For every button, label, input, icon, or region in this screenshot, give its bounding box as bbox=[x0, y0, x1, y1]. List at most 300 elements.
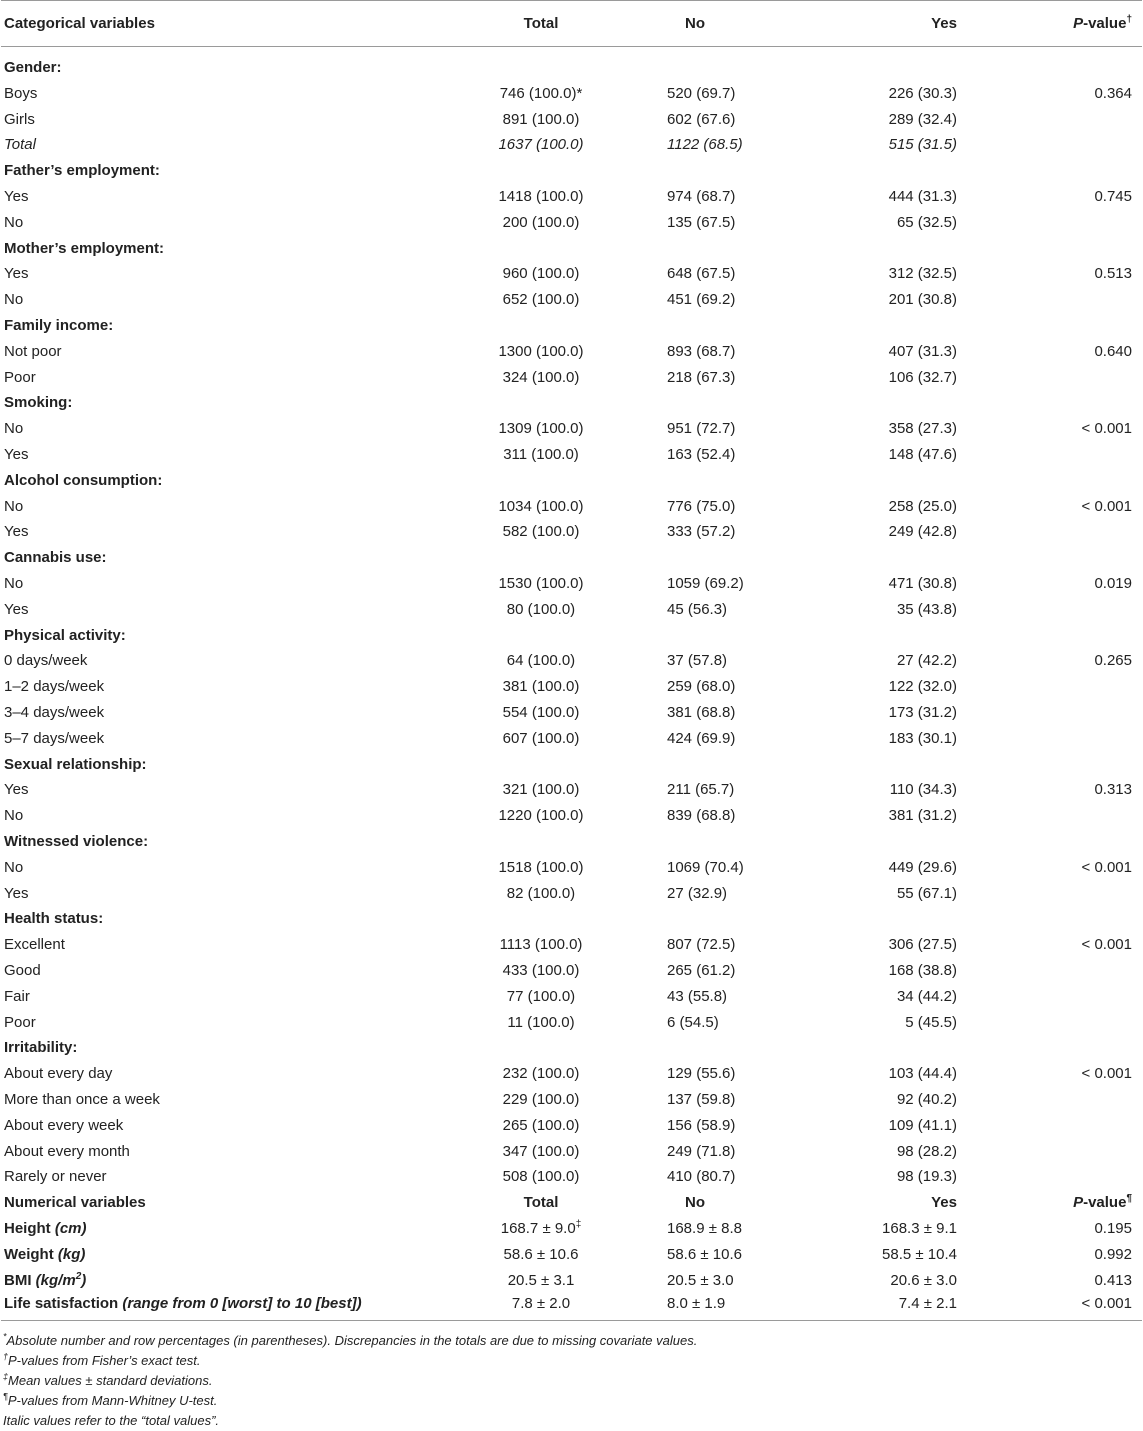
cell-no: 43 (55.8) bbox=[667, 987, 728, 1005]
cell-total: 554 (100.0) bbox=[502, 704, 580, 722]
cell-total: 1300 (100.0) bbox=[498, 342, 584, 360]
p-value-suffix: -value bbox=[1083, 1194, 1127, 1212]
cell-total: 582 (100.0) bbox=[502, 523, 580, 541]
p-italic: P bbox=[1073, 15, 1084, 32]
empty-cell bbox=[401, 390, 666, 416]
cell-p-value bbox=[1052, 1138, 1142, 1164]
cell-yes: 471 (30.8) bbox=[888, 575, 957, 593]
cell-total bbox=[401, 1293, 666, 1321]
row-label: No bbox=[4, 497, 24, 515]
row-label: No bbox=[4, 213, 24, 231]
table-row bbox=[1, 674, 1142, 700]
variable-name: Weight bbox=[4, 1245, 54, 1263]
table-row bbox=[1, 416, 1142, 442]
cell-yes: 312 (32.5) bbox=[888, 265, 957, 283]
p-italic: P bbox=[1073, 1194, 1084, 1212]
cell-no: 58.6 ± 10.6 bbox=[667, 1245, 742, 1263]
section-header-row bbox=[1, 313, 1142, 339]
cell-yes: 7.4 ± 2.1 bbox=[795, 1293, 1052, 1321]
cell-no: 249 (71.8) bbox=[667, 1142, 736, 1160]
cell-total: 1530 (100.0) bbox=[498, 575, 584, 593]
empty-cell bbox=[1052, 235, 1142, 261]
empty-cell bbox=[795, 235, 1052, 261]
section-title: Cannabis use: bbox=[4, 549, 107, 567]
cell-p-value bbox=[1052, 364, 1142, 390]
cell-yes: 35 (43.8) bbox=[896, 600, 957, 618]
unit-end: ) bbox=[81, 1271, 87, 1289]
cell-total: 1034 (100.0) bbox=[498, 497, 584, 515]
table-row bbox=[1, 854, 1142, 880]
cell-p-value bbox=[1052, 132, 1142, 158]
cell-p-value bbox=[1052, 880, 1142, 906]
table-row bbox=[1, 1009, 1142, 1035]
row-label: Boys bbox=[4, 84, 38, 102]
cell-yes: 65 (32.5) bbox=[896, 213, 957, 231]
row-label: Yes bbox=[4, 188, 29, 206]
table-row bbox=[1, 983, 1142, 1009]
unit-text: (cm) bbox=[54, 1219, 87, 1237]
cell-total: 1418 (100.0) bbox=[498, 188, 584, 206]
table-row bbox=[1, 725, 1142, 751]
empty-cell bbox=[795, 751, 1052, 777]
cell-no: 137 (59.8) bbox=[667, 1090, 736, 1108]
section-header-row bbox=[1, 829, 1142, 855]
variable-unit bbox=[122, 1295, 361, 1312]
table-footnotes bbox=[0, 1331, 1143, 1431]
table-row bbox=[1, 777, 1142, 803]
empty-cell bbox=[401, 467, 666, 493]
cell-yes: 55 (67.1) bbox=[896, 884, 957, 902]
cell-yes: 515 (31.5) bbox=[888, 136, 957, 154]
section-header-row bbox=[1, 235, 1142, 261]
cell-no: 37 (57.8) bbox=[667, 652, 728, 670]
row-label: Good bbox=[4, 961, 41, 979]
row-label: About every month bbox=[4, 1142, 130, 1160]
cell-total: 891 (100.0) bbox=[502, 110, 580, 128]
cell-yes: 148 (47.6) bbox=[888, 446, 957, 464]
footnote-mark: ‡ bbox=[3, 1372, 9, 1383]
row-label: No bbox=[4, 575, 24, 593]
footnote bbox=[3, 1371, 1143, 1391]
numerical-row bbox=[1, 1293, 1142, 1321]
cell-yes: 168 (38.8) bbox=[888, 961, 957, 979]
empty-cell bbox=[1052, 158, 1142, 184]
empty-cell bbox=[666, 235, 795, 261]
empty-cell bbox=[666, 313, 795, 339]
cell-total: 324 (100.0) bbox=[502, 368, 580, 386]
table-row bbox=[1, 338, 1142, 364]
cell-yes: 27 (42.2) bbox=[896, 652, 957, 670]
empty-cell bbox=[666, 622, 795, 648]
total-value: 168.7 ± 9.0 bbox=[500, 1219, 576, 1237]
variable-unit bbox=[36, 1272, 87, 1289]
cell-total: 11 (100.0) bbox=[507, 1013, 575, 1031]
cell-no: 259 (68.0) bbox=[667, 678, 736, 696]
section-title: Irritability: bbox=[4, 1039, 78, 1057]
empty-cell bbox=[1052, 829, 1142, 855]
cell-yes: 201 (30.8) bbox=[888, 291, 957, 309]
double-dagger-mark: ‡ bbox=[575, 1218, 582, 1230]
cell-yes: 98 (19.3) bbox=[896, 1168, 957, 1186]
footnote-text: P-values from Fisher’s exact test. bbox=[8, 1353, 201, 1369]
cell-p-value: 0.265 bbox=[1094, 652, 1132, 670]
row-label: No bbox=[4, 420, 24, 438]
section-header-row bbox=[1, 906, 1142, 932]
row-label: 0 days/week bbox=[4, 652, 88, 670]
table-row bbox=[1, 1138, 1142, 1164]
table-body bbox=[1, 47, 1142, 1321]
cell-total: 508 (100.0) bbox=[502, 1168, 580, 1186]
cell-total: 1637 (100.0) bbox=[498, 136, 584, 154]
cell-total: 1309 (100.0) bbox=[498, 420, 584, 438]
footnote-mark: ¶ bbox=[3, 1392, 8, 1403]
cell-p-value bbox=[1052, 596, 1142, 622]
cell-total: 347 (100.0) bbox=[502, 1142, 580, 1160]
cell-total: 265 (100.0) bbox=[502, 1116, 580, 1134]
row-label: Excellent bbox=[4, 936, 65, 954]
cell-no: 520 (69.7) bbox=[667, 84, 736, 102]
empty-cell bbox=[666, 906, 795, 932]
cell-total: 64 (100.0) bbox=[506, 652, 576, 670]
cell-yes: 358 (27.3) bbox=[888, 420, 957, 438]
table-row bbox=[1, 571, 1142, 597]
footnote bbox=[3, 1411, 1143, 1431]
empty-cell bbox=[795, 158, 1052, 184]
section-header-row bbox=[1, 47, 1142, 81]
table-row bbox=[1, 880, 1142, 906]
cell-p-value bbox=[1052, 1087, 1142, 1113]
table-row bbox=[1, 261, 1142, 287]
cell-p-value bbox=[1052, 1112, 1142, 1138]
cell-p-value: < 0.001 bbox=[1081, 420, 1132, 438]
cell-p-value bbox=[1052, 287, 1142, 313]
cell-no: 451 (69.2) bbox=[667, 291, 736, 309]
row-label: Yes bbox=[4, 265, 29, 283]
cell-p-value bbox=[1052, 958, 1142, 984]
cell-yes: 5 (45.5) bbox=[905, 1013, 957, 1031]
cell-p-value: < 0.001 bbox=[1081, 497, 1132, 515]
empty-cell bbox=[1052, 47, 1142, 81]
footnote-mark: * bbox=[3, 1332, 7, 1343]
cell-total: 229 (100.0) bbox=[502, 1090, 580, 1108]
cell-p-value bbox=[1052, 1164, 1142, 1190]
cell-yes: 183 (30.1) bbox=[888, 729, 957, 747]
empty-cell bbox=[401, 158, 666, 184]
cell-total: 652 (100.0) bbox=[502, 291, 580, 309]
table-row bbox=[1, 700, 1142, 726]
cell-total: 82 (100.0) bbox=[506, 884, 576, 902]
table-row bbox=[1, 958, 1142, 984]
cell-total: 77 (100.0) bbox=[506, 987, 576, 1005]
cell-p-value: 0.019 bbox=[1094, 575, 1132, 593]
cell-total: 960 (100.0) bbox=[502, 265, 580, 283]
unit-superscript: 2 bbox=[75, 1270, 82, 1282]
empty-cell bbox=[401, 829, 666, 855]
cell-no: 168.9 ± 8.8 bbox=[667, 1219, 742, 1237]
section-title: Sexual relationship: bbox=[4, 755, 147, 773]
cell-no: 27 (32.9) bbox=[667, 884, 728, 902]
numerical-header-yes: Yes bbox=[931, 1194, 957, 1212]
cell-no: 648 (67.5) bbox=[667, 265, 736, 283]
header-categorical-variables: Categorical variables bbox=[1, 1, 401, 47]
cell-p-value bbox=[1052, 725, 1142, 751]
variable-name: Life satisfaction bbox=[4, 1295, 119, 1313]
header-yes: Yes bbox=[795, 1, 1052, 47]
cell-p-value: < 0.001 bbox=[1052, 1293, 1142, 1321]
footnote-text: Italic values refer to the “total values”. bbox=[3, 1413, 220, 1429]
row-label: Yes bbox=[4, 781, 29, 799]
cell-total: 1518 (100.0) bbox=[498, 858, 584, 876]
cell-yes: 306 (27.5) bbox=[888, 936, 957, 954]
cell-yes: 168.3 ± 9.1 bbox=[882, 1219, 957, 1237]
cell-no: 135 (67.5) bbox=[667, 213, 736, 231]
cell-no: 1122 (68.5) bbox=[667, 136, 743, 154]
empty-cell bbox=[666, 390, 795, 416]
total-value: 7.8 ± 2.0 bbox=[511, 1295, 571, 1313]
table-row bbox=[1, 364, 1142, 390]
table-row bbox=[1, 1087, 1142, 1113]
table-row bbox=[1, 648, 1142, 674]
cell-p-value: < 0.001 bbox=[1081, 1065, 1132, 1083]
section-title: Father’s employment: bbox=[4, 162, 160, 180]
footnote bbox=[3, 1391, 1143, 1411]
empty-cell bbox=[1052, 751, 1142, 777]
empty-cell bbox=[401, 47, 666, 81]
unit-text: (kg/m bbox=[35, 1271, 76, 1289]
cell-total bbox=[401, 1267, 666, 1293]
cell-no: 163 (52.4) bbox=[667, 446, 736, 464]
empty-cell bbox=[401, 313, 666, 339]
cell-p-value: 0.195 bbox=[1094, 1219, 1132, 1237]
cell-yes: 34 (44.2) bbox=[896, 987, 957, 1005]
row-label: Yes bbox=[4, 600, 29, 618]
footnote bbox=[3, 1331, 1143, 1351]
footnote bbox=[3, 1351, 1143, 1371]
empty-cell bbox=[666, 751, 795, 777]
cell-p-value: 0.992 bbox=[1094, 1245, 1132, 1263]
table-row bbox=[1, 287, 1142, 313]
cell-yes: 98 (28.2) bbox=[896, 1142, 957, 1160]
footnote-text: Mean values ± standard deviations. bbox=[8, 1373, 213, 1389]
cell-p-value bbox=[1052, 209, 1142, 235]
footnote-text: Absolute number and row percentages (in parentheses). Discrepancies in the totals are due to missing covariate values. bbox=[6, 1333, 698, 1349]
variable-name: Height bbox=[4, 1219, 51, 1237]
variable-unit bbox=[58, 1246, 86, 1263]
cell-yes: 258 (25.0) bbox=[888, 497, 957, 515]
numerical-header-p-value bbox=[1052, 1190, 1142, 1216]
section-title: Physical activity: bbox=[4, 626, 126, 644]
cell-total: 1113 (100.0) bbox=[499, 936, 583, 954]
section-title: Mother’s employment: bbox=[4, 239, 165, 257]
table-row bbox=[1, 209, 1142, 235]
table-row bbox=[1, 132, 1142, 158]
numerical-header-total: Total bbox=[523, 1194, 559, 1212]
empty-cell bbox=[666, 1035, 795, 1061]
cell-no: 333 (57.2) bbox=[667, 523, 736, 541]
section-header-row bbox=[1, 1035, 1142, 1061]
row-label: No bbox=[4, 858, 24, 876]
table-row bbox=[1, 803, 1142, 829]
numerical-label bbox=[1, 1216, 401, 1242]
total-value: 58.6 ± 10.6 bbox=[503, 1245, 579, 1263]
numerical-row bbox=[1, 1267, 1142, 1293]
cell-yes: 226 (30.3) bbox=[888, 84, 957, 102]
cell-no: 20.5 ± 3.0 bbox=[667, 1271, 734, 1289]
p-value-suffix: -value bbox=[1083, 15, 1127, 32]
section-header-row bbox=[1, 158, 1142, 184]
cell-total bbox=[401, 1241, 666, 1267]
row-label: About every day bbox=[4, 1065, 113, 1083]
cell-no: 218 (67.3) bbox=[667, 368, 736, 386]
cell-total: 232 (100.0) bbox=[502, 1065, 580, 1083]
row-label: Yes bbox=[4, 523, 29, 541]
row-label: 3–4 days/week bbox=[4, 704, 105, 722]
cell-yes: 449 (29.6) bbox=[888, 858, 957, 876]
cell-p-value: 0.313 bbox=[1094, 781, 1132, 799]
section-header-row bbox=[1, 390, 1142, 416]
numerical-header-row bbox=[1, 1190, 1142, 1216]
table-header-row bbox=[1, 1, 1142, 47]
cell-total bbox=[401, 1216, 666, 1242]
cell-total: 80 (100.0) bbox=[506, 600, 576, 618]
empty-cell bbox=[795, 467, 1052, 493]
row-label: No bbox=[4, 291, 24, 309]
row-label: Poor bbox=[4, 1013, 36, 1031]
cell-no: 839 (68.8) bbox=[667, 807, 736, 825]
header-no: No bbox=[666, 1, 795, 47]
variable-name: BMI bbox=[4, 1271, 32, 1289]
cell-p-value: 0.745 bbox=[1094, 188, 1132, 206]
cell-yes: 109 (41.1) bbox=[888, 1116, 957, 1134]
header-p-value bbox=[1052, 1, 1142, 47]
cell-yes: 444 (31.3) bbox=[888, 188, 957, 206]
cell-no: 211 (65.7) bbox=[667, 781, 735, 799]
empty-cell bbox=[666, 467, 795, 493]
empty-cell bbox=[401, 622, 666, 648]
unit-text: (kg) bbox=[57, 1245, 86, 1263]
footnote-text: P-values from Mann-Whitney U-test. bbox=[7, 1393, 218, 1409]
cell-no: 129 (55.6) bbox=[667, 1065, 736, 1083]
row-label: Girls bbox=[4, 110, 35, 128]
cell-yes: 289 (32.4) bbox=[888, 110, 957, 128]
row-label: Fair bbox=[4, 987, 30, 1005]
cell-p-value bbox=[1052, 700, 1142, 726]
empty-cell bbox=[795, 313, 1052, 339]
cell-no: 410 (80.7) bbox=[667, 1168, 736, 1186]
empty-cell bbox=[1052, 313, 1142, 339]
section-header-row bbox=[1, 545, 1142, 571]
cell-no: 265 (61.2) bbox=[667, 961, 736, 979]
empty-cell bbox=[795, 47, 1052, 81]
empty-cell bbox=[1052, 467, 1142, 493]
section-title: Witnessed violence: bbox=[4, 833, 149, 850]
empty-cell bbox=[666, 158, 795, 184]
table-row bbox=[1, 106, 1142, 132]
row-label: Total bbox=[4, 136, 36, 154]
cell-p-value: 0.513 bbox=[1094, 265, 1132, 283]
cell-total: 433 (100.0) bbox=[502, 961, 580, 979]
table-row bbox=[1, 1164, 1142, 1190]
cell-yes: 20.6 ± 3.0 bbox=[890, 1271, 957, 1289]
table-row bbox=[1, 932, 1142, 958]
pilcrow-mark: ¶ bbox=[1126, 1193, 1132, 1205]
empty-cell bbox=[401, 906, 666, 932]
row-label: About every week bbox=[4, 1116, 124, 1134]
numerical-header-label: Numerical variables bbox=[4, 1194, 146, 1212]
unit-text: (range from 0 [worst] to 10 [best]) bbox=[122, 1295, 362, 1313]
cell-no: 6 (54.5) bbox=[667, 1013, 719, 1031]
header-total: Total bbox=[401, 1, 666, 47]
row-label: Rarely or never bbox=[4, 1168, 107, 1186]
section-header-row bbox=[1, 467, 1142, 493]
cell-yes: 122 (32.0) bbox=[888, 678, 957, 696]
table-row bbox=[1, 519, 1142, 545]
cell-p-value bbox=[1052, 442, 1142, 468]
row-label: 1–2 days/week bbox=[4, 678, 105, 696]
footnote-mark: † bbox=[3, 1352, 9, 1363]
empty-cell bbox=[401, 751, 666, 777]
empty-cell bbox=[401, 545, 666, 571]
section-title: Health status: bbox=[4, 910, 104, 928]
empty-cell bbox=[795, 829, 1052, 855]
variable-unit bbox=[55, 1220, 87, 1237]
empty-cell bbox=[666, 829, 795, 855]
numerical-label bbox=[1, 1293, 401, 1321]
cell-yes: 110 (34.3) bbox=[889, 781, 957, 799]
cell-p-value: < 0.001 bbox=[1081, 936, 1132, 954]
row-label: More than once a week bbox=[4, 1090, 160, 1108]
empty-cell bbox=[795, 906, 1052, 932]
section-header-row bbox=[1, 622, 1142, 648]
empty-cell bbox=[1052, 1035, 1142, 1061]
section-title: Alcohol consumption: bbox=[4, 471, 163, 489]
empty-cell bbox=[795, 545, 1052, 571]
cell-yes: 249 (42.8) bbox=[888, 523, 957, 541]
empty-cell bbox=[666, 47, 795, 81]
empty-cell bbox=[795, 390, 1052, 416]
cell-p-value bbox=[1052, 519, 1142, 545]
empty-cell bbox=[795, 622, 1052, 648]
row-label: No bbox=[4, 807, 24, 825]
empty-cell bbox=[1052, 906, 1142, 932]
cell-no: 45 (56.3) bbox=[667, 600, 728, 618]
empty-cell bbox=[1052, 390, 1142, 416]
cell-no: 156 (58.9) bbox=[667, 1116, 736, 1134]
numerical-label bbox=[1, 1267, 401, 1293]
cell-no: 602 (67.6) bbox=[667, 110, 736, 128]
numerical-header-no: No bbox=[685, 1194, 705, 1212]
cell-yes: 103 (44.4) bbox=[888, 1065, 957, 1083]
cell-total: 746 (100.0)* bbox=[499, 84, 583, 102]
cell-no: 776 (75.0) bbox=[667, 497, 736, 515]
cell-yes: 58.5 ± 10.4 bbox=[882, 1245, 957, 1263]
cell-p-value bbox=[1052, 106, 1142, 132]
cell-yes: 407 (31.3) bbox=[888, 342, 957, 360]
cell-yes: 173 (31.2) bbox=[888, 704, 957, 722]
cell-no: 951 (72.7) bbox=[667, 420, 736, 438]
total-value: 20.5 ± 3.1 bbox=[507, 1271, 575, 1289]
section-title: Smoking: bbox=[4, 394, 73, 412]
cell-yes: 106 (32.7) bbox=[888, 368, 957, 386]
row-label: Not poor bbox=[4, 342, 62, 360]
cell-no: 381 (68.8) bbox=[667, 704, 736, 722]
table-row bbox=[1, 184, 1142, 210]
cell-total: 200 (100.0) bbox=[502, 213, 580, 231]
dagger-mark: † bbox=[1126, 14, 1132, 25]
section-header-row bbox=[1, 751, 1142, 777]
row-label: Yes bbox=[4, 884, 29, 902]
cell-p-value: 0.640 bbox=[1094, 342, 1132, 360]
